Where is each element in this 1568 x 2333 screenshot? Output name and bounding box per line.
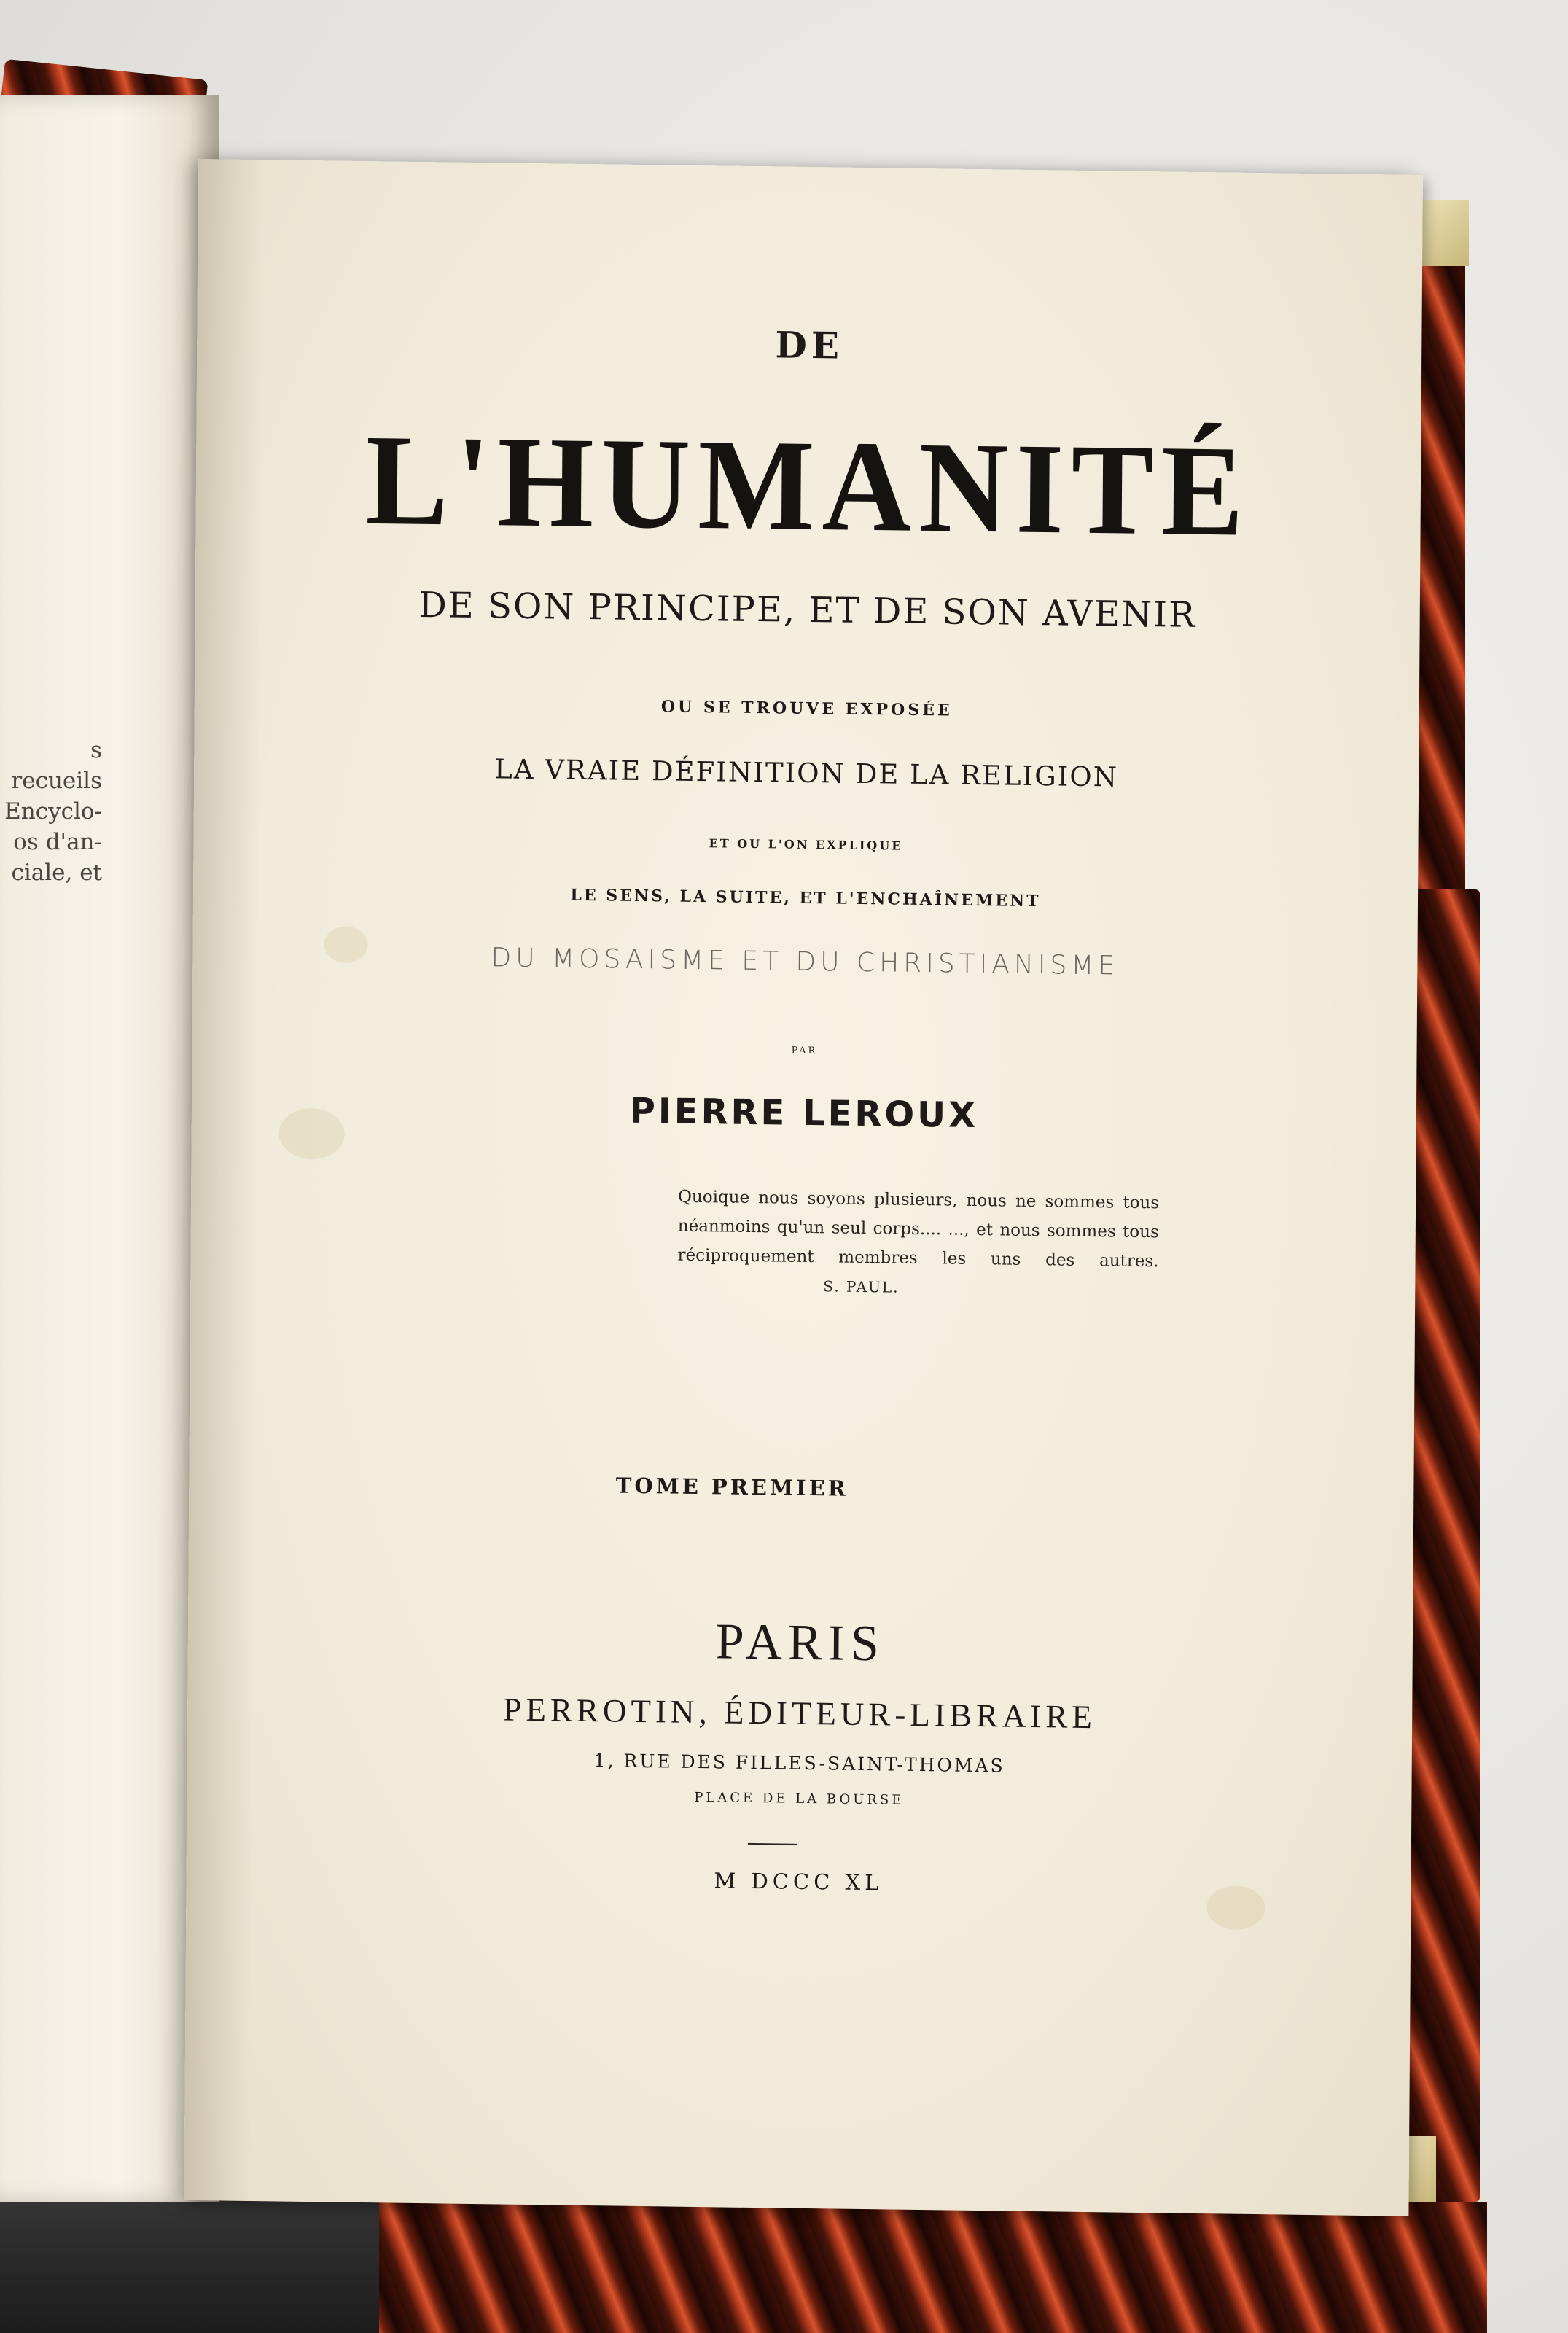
small-line-explique: ET OU L'ON EXPLIQUE [709,836,903,853]
divider-rule [748,1843,797,1845]
city-line: PARIS [715,1613,886,1672]
title-de: DE [775,323,844,367]
mosaisme-line: DU MOSAISME ET DU CHRISTIANISME [491,943,1120,981]
small-line-exposee: OU SE TROUVE EXPOSÉE [660,697,953,720]
left-page-text [0,735,102,888]
date-line: M DCCC XL [714,1868,884,1896]
left-page-line: s recueils [11,737,102,794]
title-page [184,159,1423,2216]
tome-line: TOME PREMIER [615,1473,849,1501]
left-page-line: os d'an- [13,829,102,855]
epigraph-text: Quoique nous soyons plusieurs, nous ne sommes tous néanmoins qu'un seul corps.... ..., et nous sommes tous réciproquement membres les uns des autres. [677,1187,1160,1271]
author-name: PIERRE LEROUX [629,1090,979,1137]
epigraph [677,1183,1159,1306]
vellum-corner-top [1418,200,1469,266]
subtitle: DE SON PRINCIPE, ET DE SON AVENIR [418,584,1197,636]
marbled-board-bottom [350,2202,1487,2333]
definition-line: LA VRAIE DÉFINITION DE LA RELIGION [494,753,1119,793]
address-line: 1, RUE DES FILLES-SAINT-THOMAS [593,1750,1005,1777]
epigraph-attribution: S. PAUL. [823,1277,900,1296]
main-title: L'HUMANITÉ [364,408,1252,564]
left-page-line: ciale, et [11,860,102,886]
par-line: PAR [791,1045,818,1057]
sens-line: LE SENS, LA SUITE, ET L'ENCHAÎNEMENT [570,885,1041,911]
place-line: PLACE DE LA BOURSE [694,1789,905,1808]
left-page-line: Encyclo- [4,798,102,825]
publisher-line: PERROTIN, ÉDITEUR-LIBRAIRE [503,1691,1097,1736]
